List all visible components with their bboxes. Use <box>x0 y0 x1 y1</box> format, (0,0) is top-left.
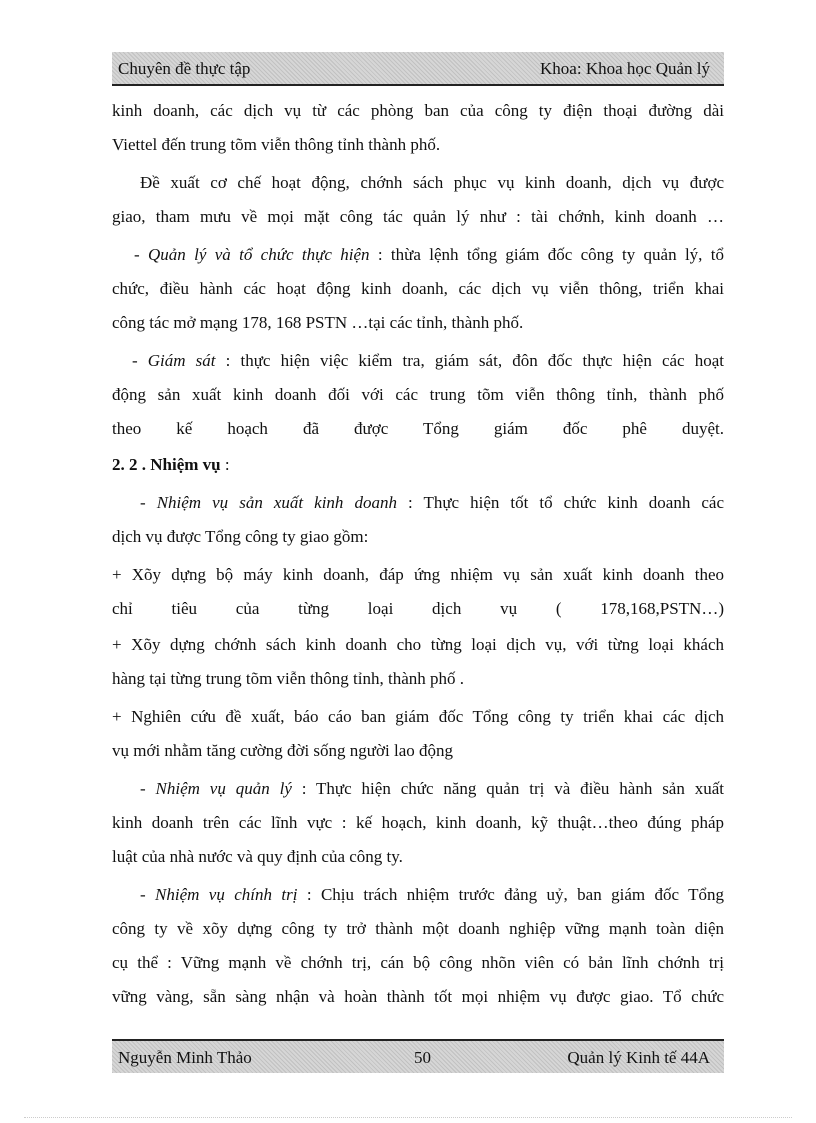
page-body <box>112 94 724 1016</box>
italic-term: Quản lý và tổ chức thực hiện <box>148 245 370 264</box>
page-footer <box>112 1039 724 1073</box>
page-number: 50 <box>414 1048 431 1067</box>
paragraph: - Nhiệm vụ chính trị : Chịu trách nhiệm trước đảng uỷ, ban giám đốc Tổng công ty về xõy dựng công ty trở thành một doanh nghiệp vững mạnh toàn diện cụ thể : Vững mạnh về chớnh trị, cán bộ công nhõn viên có bản lĩnh chớnh trị vững vàng, sẵn sàng nhận và hoàn thành tốt mọi nhiệm vụ được giao. Tổ chức <box>112 885 724 1006</box>
page-header <box>112 52 724 86</box>
paragraph: - Nhiệm vụ quản lý : Thực hiện chức năng quản trị và điều hành sản xuất kinh doanh trên các lĩnh vực : kế hoạch, kinh doanh, kỹ thuật…theo đúng pháp luật của nhà nước và quy định của công ty. <box>112 779 724 866</box>
italic-term: Nhiệm vụ quản lý <box>155 779 292 798</box>
italic-term: Nhiệm vụ chính trị <box>155 885 298 904</box>
page-edge-divider <box>24 1117 792 1118</box>
paragraph: Đề xuất cơ chế hoạt động, chớnh sách phục vụ kinh doanh, dịch vụ được giao, tham mưu về mọi mặt công tác quản lý như : tài chớnh, kinh doanh … <box>112 173 724 226</box>
italic-term: Nhiệm vụ sản xuất kinh doanh <box>156 493 397 512</box>
italic-term: Giám sát <box>147 351 216 370</box>
section-heading: 2. 2 . Nhiệm vụ : <box>112 455 230 474</box>
paragraph: kinh doanh, các dịch vụ từ các phòng ban của công ty điện thoại đường dài Viettel đến trung tõm viễn thông tỉnh thành phố. <box>112 101 724 154</box>
paragraph: + Xõy dựng chớnh sách kinh doanh cho từng loại dịch vụ, với từng loại khách hàng tại từng trung tõm viễn thông tỉnh, thành phố . <box>112 635 724 688</box>
footer-class: Quản lý Kinh tế 44A <box>567 1048 710 1067</box>
header-course-title: Chuyên đề thực tập <box>118 59 251 78</box>
paragraph: - Giám sát : thực hiện việc kiểm tra, giám sát, đôn đốc thực hiện các hoạt động sản xuất kinh doanh đối với các trung tõm viễn thông tỉnh, thành phố theo kế hoạch đã được Tổng giám đốc phê duyệt. <box>112 351 724 438</box>
paragraph: - Quản lý và tổ chức thực hiện : thừa lệnh tổng giám đốc công ty quản lý, tổ chức, điều hành các hoạt động kinh doanh, các dịch vụ viễn thông, triển khai công tác mở mạng 178, 168 PSTN …tại các tỉnh, thành phố. <box>112 245 724 332</box>
footer-author: Nguyễn Minh Thảo <box>118 1048 252 1067</box>
paragraph: + Xõy dựng bộ máy kinh doanh, đáp ứng nhiệm vụ sản xuất kinh doanh theo chỉ tiêu của từng loại dịch vụ ( 178,168,PSTN…) <box>112 565 724 618</box>
paragraph: + Nghiên cứu đề xuất, báo cáo ban giám đốc Tổng công ty triển khai các dịch vụ mới nhằm tăng cường đời sống người lao động <box>112 707 724 760</box>
header-faculty: Khoa: Khoa học Quản lý <box>540 59 710 78</box>
paragraph: - Nhiệm vụ sản xuất kinh doanh : Thực hiện tốt tổ chức kinh doanh các dịch vụ được Tổng công ty giao gồm: <box>112 493 724 546</box>
